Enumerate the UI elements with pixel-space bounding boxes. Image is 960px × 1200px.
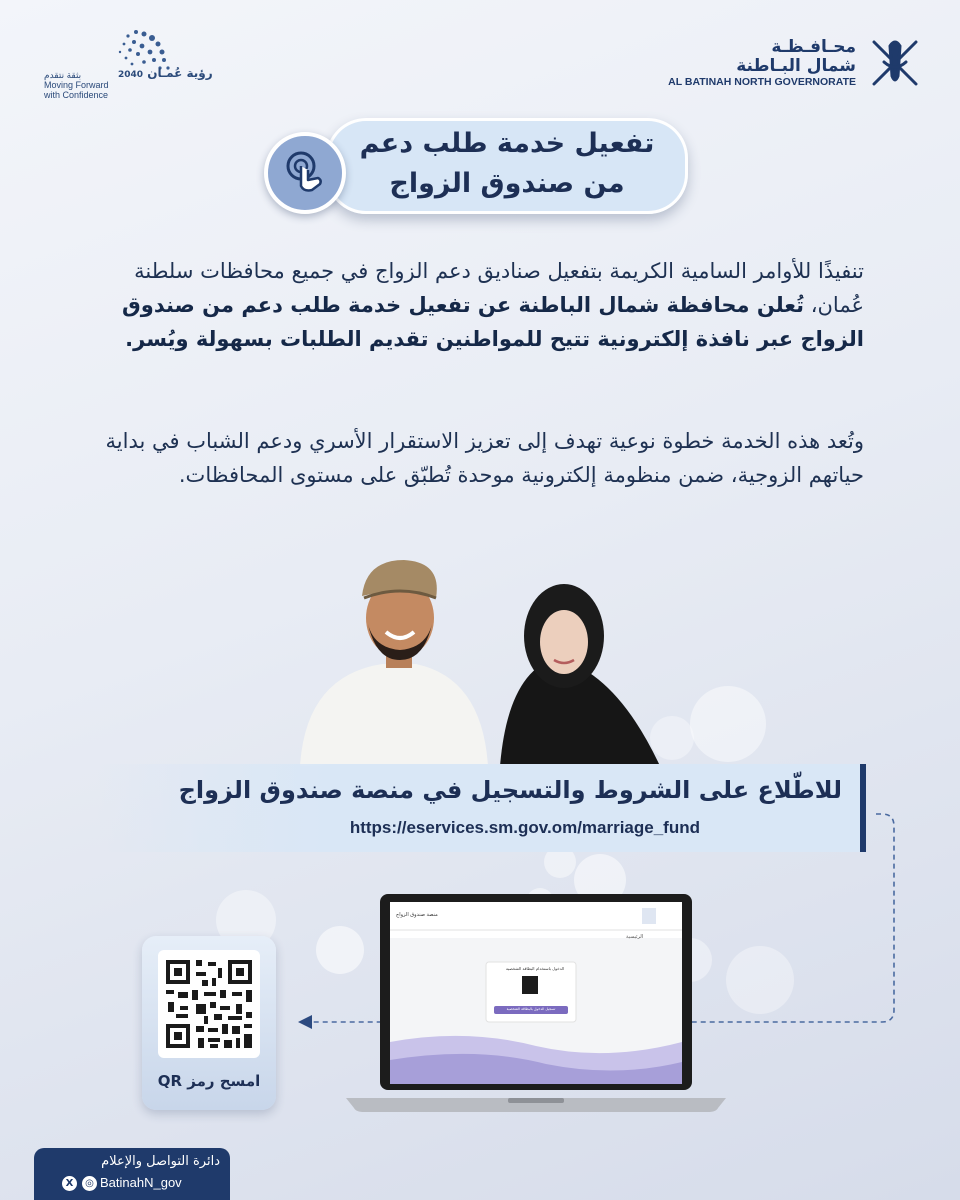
- oman-emblem-icon: [866, 36, 924, 90]
- couple-illustration: [296, 552, 666, 766]
- marriage-fund-url[interactable]: https://eservices.sm.gov.om/marriage_fund: [349, 818, 700, 837]
- announcement-intro: تنفيذًا للأوامر السامية الكريمة بتفعيل صناديق دعم الزواج في جميع محافظات سلطنة عُمان،: [134, 259, 864, 317]
- instagram-icon[interactable]: ◎: [82, 1176, 97, 1191]
- laptop-screenshot: [346, 892, 726, 1114]
- laptop-breadcrumb: الرئيسية: [626, 934, 644, 940]
- registration-link-title: للاطّلاع على الشروط والتسجيل في منصة صندوق الزواج: [178, 776, 842, 804]
- hand-tap-icon: [264, 132, 346, 214]
- announcement-paragraph: [84, 254, 864, 356]
- vision-slogan-en2: with Confidence: [44, 90, 109, 100]
- qr-code[interactable]: [158, 950, 260, 1058]
- vision-slogan: [44, 70, 109, 100]
- vision-arabic: رؤية عُمـان: [147, 66, 213, 80]
- service-description-paragraph: وتُعد هذه الخدمة خطوة نوعية تهدف إلى تعزيز الاستقرار الأسري ودعم الشباب في بداية حياتهم الزوجية، ضمن منظومة إلكترونية موحدة تُطبّق على مستوى المحافظات.: [105, 429, 864, 487]
- qr-scan-label: امسح رمز QR: [157, 1072, 261, 1090]
- social-handle[interactable]: BatinahN_gov: [100, 1175, 182, 1190]
- governorate-name-english: AL BATINAH NORTH GOVERNORATE: [668, 76, 856, 88]
- vision-title: [118, 66, 213, 80]
- title-banner: [326, 118, 688, 214]
- governorate-ar-line2: شمال البـاطنة: [736, 56, 856, 76]
- governorate-ar-line1: محـافـظـة: [771, 37, 856, 57]
- laptop-card-text: الدخول باستخدام البطاقة الشخصية: [505, 966, 565, 971]
- governorate-name-arabic: [736, 38, 856, 76]
- vision-slogan-ar: بثقة نتقدم: [44, 70, 82, 80]
- laptop-card-button: تسجيل الدخول بالبطاقة الشخصية: [506, 1007, 556, 1011]
- department-name: دائرة التواصل والإعلام: [101, 1154, 220, 1169]
- laptop-site-title: منصة صندوق الزواج: [396, 912, 438, 918]
- vision-slogan-en1: Moving Forward: [44, 80, 109, 90]
- x-twitter-icon[interactable]: X: [62, 1176, 77, 1191]
- announcement-highlight: تُعلن محافظة شمال الباطنة عن تفعيل خدمة طلب دعم من صندوق الزواج عبر نافذة إلكترونية تتيح للمواطنين تقديم الطلبات بسهولة ويُسر.: [121, 293, 864, 351]
- vision-year: 2040: [118, 70, 144, 80]
- title-line-2: من صندوق الزواج: [389, 168, 625, 199]
- title-line-1: تفعيل خدمة طلب دعم: [359, 128, 655, 159]
